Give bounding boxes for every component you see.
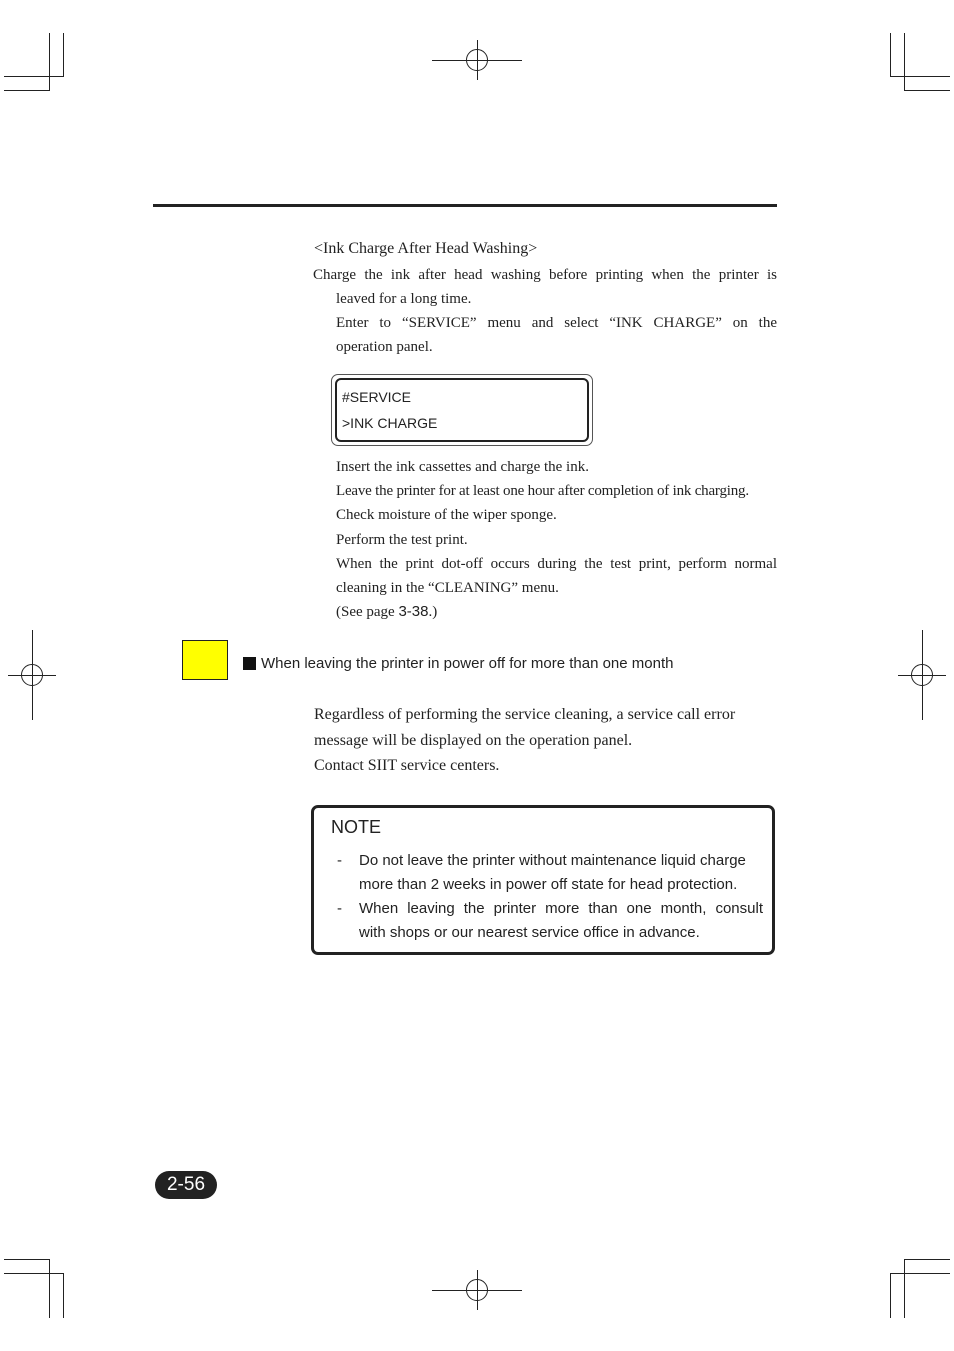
- see-suffix: .): [428, 604, 438, 620]
- registration-mark-bottom: [432, 1270, 522, 1310]
- lcd-line-2: >INK CHARGE: [342, 415, 438, 431]
- see-prefix: (See page: [336, 604, 399, 620]
- intro-line-1: Charge the ink after head washing before printing when the printer is: [313, 267, 777, 283]
- step-1-line-1: Enter to “SERVICE” menu and select “INK CHARGE” on the: [336, 315, 777, 331]
- registration-mark-top: [432, 40, 522, 80]
- see-page-ref: [336, 600, 437, 624]
- step-4: Check moisture of the wiper sponge.: [336, 507, 557, 523]
- step-5: Perform the test print.: [336, 532, 468, 548]
- step-1-line-2: operation panel.: [336, 339, 433, 355]
- registration-mark-left: [8, 630, 56, 720]
- note-item-1-line-1: Do not leave the printer without maintenance liquid charge: [359, 852, 746, 869]
- note-item-2-dash: -: [337, 900, 342, 917]
- note-item-2-line-1: When leaving the printer more than one month, consult: [359, 900, 763, 917]
- square-bullet-icon: [243, 657, 256, 670]
- lcd-display: [331, 374, 593, 446]
- note-title: NOTE: [331, 817, 382, 837]
- note-item-1-dash: -: [337, 852, 342, 869]
- step-6-line-2: cleaning in the “CLEANING” menu.: [336, 580, 559, 596]
- intro-line-2: leaved for a long time.: [336, 291, 472, 307]
- page-reference-link[interactable]: 3-38: [398, 603, 429, 620]
- header-rule: [153, 204, 777, 207]
- power-off-para-line-3: Contact SIIT service centers.: [314, 757, 500, 774]
- note-item-1-line-2: more than 2 weeks in power off state for head protection.: [359, 876, 738, 893]
- yellow-tab: [182, 640, 228, 680]
- step-2: Insert the ink cassettes and charge the ink.: [336, 459, 589, 475]
- page-number-badge: 2-56: [155, 1171, 217, 1199]
- note-box: [311, 805, 775, 955]
- step-3: Leave the printer for at least one hour after completion of ink charging.: [336, 483, 749, 499]
- registration-mark-right: [898, 630, 946, 720]
- lcd-line-1: #SERVICE: [342, 389, 411, 405]
- power-off-title: When leaving the printer in power off for more than one month: [261, 655, 674, 672]
- section-heading: <Ink Charge After Head Washing>: [314, 240, 538, 257]
- power-off-para-line-2: message will be displayed on the operation panel.: [314, 732, 633, 749]
- step-6-line-1: When the print dot-off occurs during the test print, perform normal: [336, 556, 777, 572]
- power-off-para-line-1: Regardless of performing the service cleaning, a service call error: [314, 706, 736, 723]
- note-item-2-line-2: with shops or our nearest service office in advance.: [359, 924, 700, 941]
